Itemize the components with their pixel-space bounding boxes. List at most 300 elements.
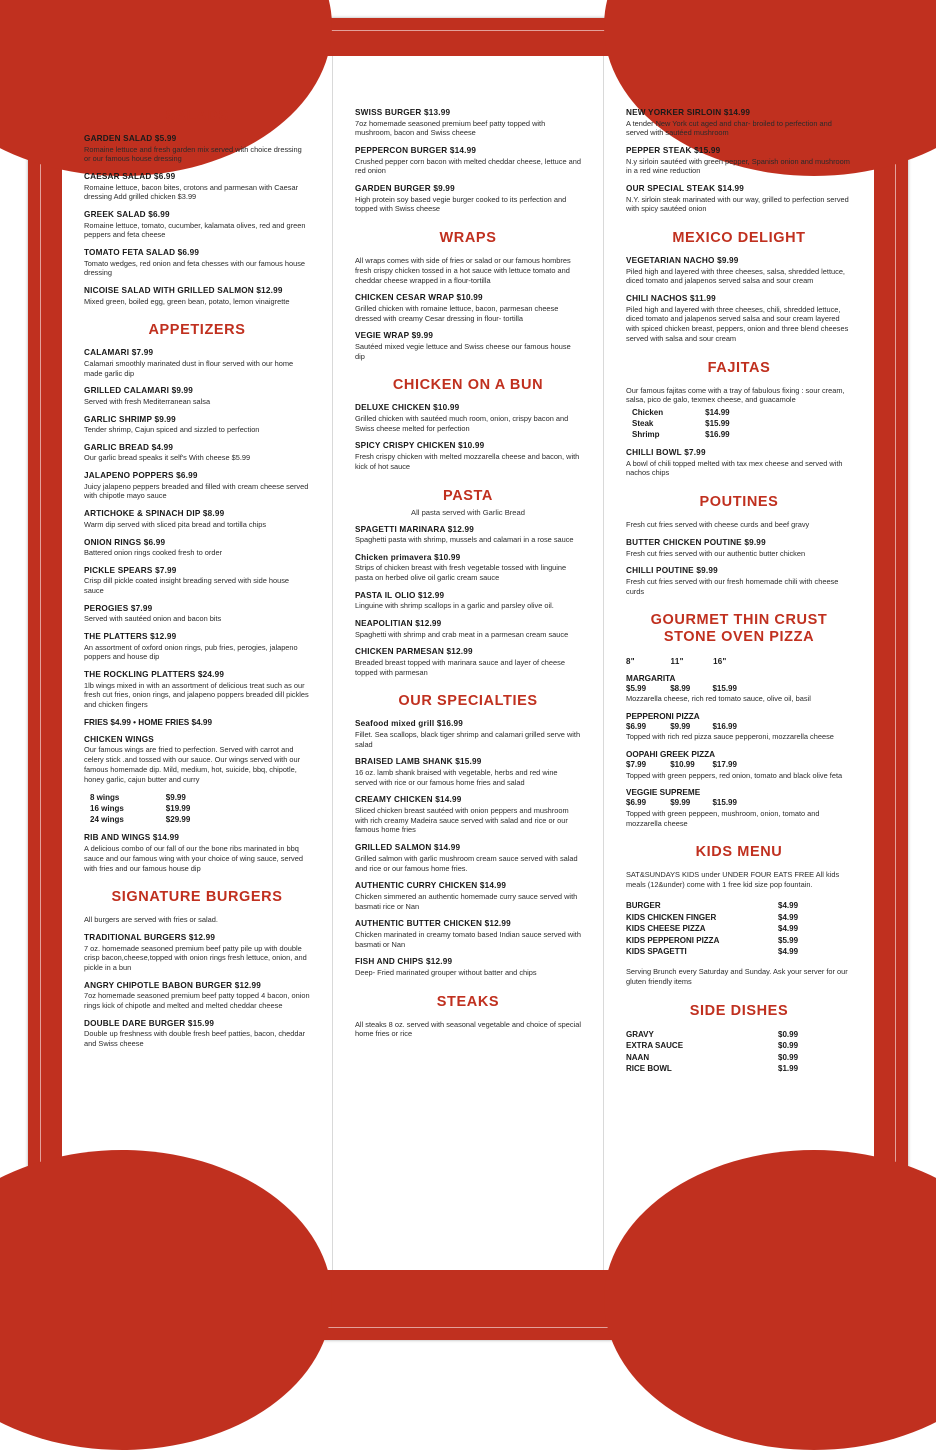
kids-item-price: $4.99 xyxy=(778,924,799,934)
item-price: $6.99 xyxy=(176,471,198,481)
table-row xyxy=(626,923,852,934)
brunch-note: Serving Brunch every Saturday and Sunday. Ask your server for our gluten friendly items xyxy=(626,967,848,986)
item-price: $11.99 xyxy=(690,294,716,304)
item-name: NICOISE SALAD WITH GRILLED SALMON xyxy=(84,286,254,296)
pizza-price-small: $6.99 xyxy=(626,721,647,731)
item-price: $16.99 xyxy=(436,719,464,729)
fajita-name: Steak xyxy=(632,419,654,429)
item-price: $9.99 xyxy=(154,414,176,424)
item-name: Seafood mixed grill xyxy=(355,719,435,729)
item-title xyxy=(84,566,310,575)
item-price: $6.99 xyxy=(177,248,200,258)
item-name: NEW YORKER SIRLOIN xyxy=(626,108,722,117)
kids-price-table xyxy=(626,900,852,957)
item-price: $12.99 xyxy=(150,632,177,642)
table-row xyxy=(626,1029,852,1040)
menu-item xyxy=(355,919,581,949)
side-item-price: $0.99 xyxy=(778,1030,799,1040)
item-name: FISH AND CHIPS xyxy=(355,957,424,967)
item-price: $9.99 xyxy=(433,184,455,194)
wing-size: 24 wings xyxy=(90,815,124,825)
item-description: Romaine lettuce, bacon bites, crotons and parmesan with Caesar dressing Add grilled chicken $3.99 xyxy=(84,182,299,202)
item-name: PEPPER STEAK xyxy=(626,146,692,156)
section-title-signature-burgers: SIGNATURE BURGERS xyxy=(111,889,283,906)
menu-item xyxy=(355,795,581,835)
item-description: 7 oz. homemade seasoned premium beef patty pile up with double crisp bacon,cheese,topped with onion rings fresh lettuce, onion, and pickle in a bun xyxy=(84,943,307,973)
item-name: THE ROCKLING PLATTERS xyxy=(84,670,196,680)
item-price: $6.99 xyxy=(148,210,170,220)
item-title xyxy=(355,795,581,804)
menu-item xyxy=(84,415,310,435)
item-description: Sliced chicken breast sautéed with onion peppers and mushroom with rich creamy Madeira sauce served with salad and rice or our famous home fries xyxy=(355,805,569,835)
item-description: Tender shrimp, Cajun spiced and sizzled to perfection xyxy=(84,425,260,435)
table-row xyxy=(90,803,190,814)
item-price: $13.99 xyxy=(424,108,451,117)
item-title xyxy=(355,441,581,450)
item-price: $15.99 xyxy=(187,1018,215,1028)
item-name: Chicken primavera xyxy=(355,552,432,562)
pizza-title-line-1: GOURMET THIN CRUST xyxy=(650,612,828,629)
pizza-price-medium: $8.99 xyxy=(670,683,691,693)
pizza-price-large: $15.99 xyxy=(712,798,737,808)
item-price: $9.99 xyxy=(411,331,434,341)
pizza-prices xyxy=(626,798,852,807)
item-name: OUR SPECIAL STEAK xyxy=(626,184,716,194)
item-description: 7oz homemade seasoned premium beef patty topped 4 bacon, onion rings kick of chipotle and melted and melted cheddar cheese xyxy=(84,991,310,1011)
fajita-name: Chicken xyxy=(632,408,664,418)
item-title xyxy=(626,108,852,117)
menu-item xyxy=(355,553,581,583)
table-row xyxy=(632,418,730,429)
wraps-note: All wraps comes with side of fries or salad or our famous hombres fresh crispy chicken tossed in a hot sauce with lettuce tomato and cheddar cheese wrapped in a flour-tortilla xyxy=(355,256,571,285)
kids-item-price: $4.99 xyxy=(778,912,799,922)
section-title-fajitas: FAJITAS xyxy=(707,359,771,376)
item-price: $7.99 xyxy=(684,448,706,458)
menu-item xyxy=(84,933,310,973)
item-description: Spaghetti pasta with shrimp, mussels and calamari in a rose sauce xyxy=(355,535,574,545)
fajitas-note: Our famous fajitas come with a tray of fabulous fixing : sour cream, salsa, pico de galo, texmex cheese, and guacamole xyxy=(626,385,845,405)
pizza-size-large: 16" xyxy=(713,656,727,666)
side-item-price: $1.99 xyxy=(778,1064,799,1074)
wing-price: $9.99 xyxy=(165,793,186,803)
item-name: TOMATO FETA SALAD xyxy=(84,248,176,258)
side-item-name: GRAVY xyxy=(626,1030,654,1040)
item-price: $4.99 xyxy=(151,442,174,452)
wings-price-table xyxy=(90,792,190,825)
pizza-item xyxy=(626,750,852,780)
menu-item xyxy=(355,108,581,138)
menu-item xyxy=(355,403,581,433)
item-price: $8.99 xyxy=(202,509,225,519)
menu-item xyxy=(84,509,310,529)
item-title xyxy=(626,538,852,547)
item-name: GRILLED SALMON xyxy=(355,843,432,853)
menu-item xyxy=(84,134,310,164)
menu-item xyxy=(355,184,581,214)
item-name: ARTICHOKE & SPINACH DIP xyxy=(84,509,201,519)
pasta-note: All pasta served with Garlic Bread xyxy=(411,507,525,517)
kids-item-price: $5.99 xyxy=(778,935,799,945)
menu-item xyxy=(355,591,581,611)
menu-item xyxy=(626,108,852,138)
item-title xyxy=(626,448,852,457)
menu-item xyxy=(84,443,310,463)
item-name: ANGRY CHIPOTLE BABON BURGER xyxy=(84,980,233,990)
item-name: BRAISED LAMB SHANK xyxy=(355,757,453,767)
section-title-salads: SALADS xyxy=(165,108,229,124)
pizza-price-medium: $9.99 xyxy=(670,798,691,808)
item-name: CHICKEN CESAR WRAP xyxy=(355,293,454,303)
item-price: $24.99 xyxy=(197,670,225,680)
fajita-price: $14.99 xyxy=(705,408,730,418)
menu-item xyxy=(626,256,852,286)
menu-item xyxy=(626,448,852,478)
side-item-price: $0.99 xyxy=(778,1041,799,1051)
item-price: $15.99 xyxy=(455,757,482,767)
chicken-wings-block xyxy=(84,735,310,785)
item-description: Crushed pepper corn bacon with melted cheddar cheese, lettuce and red onion xyxy=(355,156,581,176)
item-title xyxy=(355,293,581,302)
item-title xyxy=(626,256,852,265)
menu-item xyxy=(355,619,581,639)
menu-column-2 xyxy=(332,56,603,1270)
item-price: $14.99 xyxy=(449,146,477,156)
pizza-price-small: $6.99 xyxy=(626,798,647,808)
item-description: Juicy jalapeno peppers breaded and filled with cream cheese served with chipotle mayo sauce xyxy=(84,481,309,501)
item-title xyxy=(626,566,852,575)
item-description: Chicken marinated in creamy tomato based Indian sauce served with basmati or Nan xyxy=(355,929,581,949)
item-description: 1lb wings mixed in with an assortment of delicious treat such as our fresh cut fries, onion rings, and jalapeno poppers breaded dill pickles and chicken fingers xyxy=(84,680,309,710)
item-name: VEGETARIAN NACHO xyxy=(626,256,715,266)
wing-size: 8 wings xyxy=(90,793,120,803)
item-name: GREEK SALAD xyxy=(84,210,146,220)
item-price: $14.99 xyxy=(435,795,462,805)
kids-item-price: $4.99 xyxy=(778,946,799,956)
item-name: BUTTER CHICKEN POUTINE xyxy=(626,538,742,548)
item-price: $10.99 xyxy=(433,403,460,413)
item-title xyxy=(84,248,310,257)
pizza-description: Topped with green peppeen, mushroom, onion, tomato and mozzarella cheese xyxy=(626,808,820,828)
item-price: $10.99 xyxy=(434,552,461,562)
item-title xyxy=(355,647,581,656)
item-description: A tender New York cut aged and char- broiled to perfection and served with sautéed mushroom xyxy=(626,118,832,138)
table-row xyxy=(626,1052,852,1063)
item-name: THE PLATTERS xyxy=(84,632,148,642)
item-title xyxy=(355,184,581,193)
menu-item xyxy=(626,294,852,344)
item-name: GARLIC SHRIMP xyxy=(84,414,152,424)
item-description: Sautéed mixed vegie lettuce and Swiss cheese our famous house dip xyxy=(355,341,571,361)
item-price: $12.99 xyxy=(415,619,442,629)
pizza-price-small: $5.99 xyxy=(626,683,647,693)
wing-price: $29.99 xyxy=(165,815,191,825)
item-description: Strips of chicken breast with fresh vegetable tossed with linguine pasta on herbed olive oil garlic cream sauce xyxy=(355,563,567,583)
item-description: Crisp dill pickle coated insight breading served with side house sauce xyxy=(84,576,289,596)
item-price: $12.99 xyxy=(256,286,283,296)
menu-item xyxy=(84,670,310,710)
item-description: Fresh crispy chicken with melted mozzarella cheese and bacon, with kick of hot sauce xyxy=(355,451,580,471)
fajita-price: $16.99 xyxy=(705,430,730,440)
kids-item-name: KIDS CHEESE PIZZA xyxy=(626,924,706,934)
pizza-prices xyxy=(626,722,852,731)
item-description: Fillet. Sea scallops, black tiger shrimp and calamari grilled serve with salad xyxy=(355,729,581,749)
pizza-title-line-2: STONE OVEN PIZZA xyxy=(663,629,815,646)
section-title-kids-menu: KIDS MENU xyxy=(695,844,783,861)
item-title xyxy=(84,286,310,295)
pizza-size-small: 8" xyxy=(626,656,635,666)
item-description: N.y sirloin sautéed with green pepper, Spanish onion and mushroom in a red wine reduction xyxy=(626,156,850,176)
item-name: GRILLED CALAMARI xyxy=(84,386,170,396)
item-description: Calamari smoothly marinated dust in flour served with our home made garlic dip xyxy=(84,358,294,378)
item-description: Fresh cut fries served with our fresh homemade chili with cheese curds xyxy=(626,576,839,596)
item-name: CHILLI BOWL xyxy=(626,448,682,458)
item-price: $12.99 xyxy=(484,919,511,929)
item-name: AUTHENTIC CURRY CHICKEN xyxy=(355,881,478,891)
item-title xyxy=(626,294,852,303)
item-name: CREAMY CHICKEN xyxy=(355,795,433,805)
item-description: 7oz homemade seasoned premium beef patty topped with mushroom, bacon and Swiss cheese xyxy=(355,118,546,138)
wing-size: 16 wings xyxy=(90,804,124,814)
menu-item xyxy=(84,210,310,240)
section-title-our-specialties: OUR SPECIALTIES xyxy=(398,693,538,710)
side-item-name: RICE BOWL xyxy=(626,1064,672,1074)
menu-item xyxy=(626,566,852,596)
item-name: RIB AND WINGS xyxy=(84,833,151,843)
menu-item xyxy=(355,525,581,545)
menu-item xyxy=(626,538,852,558)
kids-item-name: KIDS SPAGETTI xyxy=(626,946,687,956)
fries-line: FRIES $4.99 • HOME FRIES $4.99 xyxy=(84,717,213,727)
item-price: $14.99 xyxy=(433,843,461,853)
kids-item-name: KIDS PEPPERONI PIZZA xyxy=(626,935,720,945)
item-price: $9.99 xyxy=(744,538,766,548)
fajita-price: $15.99 xyxy=(705,419,730,429)
menu-item xyxy=(626,146,852,176)
item-title xyxy=(84,538,310,547)
item-name: NEAPOLITIAN xyxy=(355,619,413,629)
kids-note: SAT&SUNDAYS KIDS under UNDER FOUR EATS FREE All kids meals (12&under) come with 1 free kid size pop fountain. xyxy=(626,870,840,890)
menu-item xyxy=(84,172,310,202)
menu-item xyxy=(355,441,581,471)
item-description: Linguine with shrimp scallops in a garlic and parsley olive oil. xyxy=(355,601,554,611)
menu-item xyxy=(84,632,310,662)
item-name: ONION RINGS xyxy=(84,537,142,547)
item-description: Chicken simmered an authentic homemade curry sauce served with basmati rice or Nan xyxy=(355,891,578,911)
menu-item xyxy=(84,604,310,624)
item-title xyxy=(355,331,581,340)
section-title-pasta: PASTA xyxy=(443,487,493,504)
item-name: PICKLE SPEARS xyxy=(84,565,153,575)
pizza-name: OOPAHI GREEK PIZZA xyxy=(626,750,716,760)
item-price: $12.99 xyxy=(425,957,453,967)
item-description: Spaghetti with shrimp and crab meat in a parmesan cream sauce xyxy=(355,629,569,639)
item-description: A delicious combo of our fall of our the bone ribs marinated in bbq sauce and our famous wing with your choice of wing sauce, served with fries and our famous house dip xyxy=(84,843,303,873)
item-description: An assortment of oxford onion rings, pub fries, perogies, jalapeno poppers and house dip xyxy=(84,642,298,662)
item-title xyxy=(355,957,581,966)
item-description: Our garlic bread speaks it self's With cheese $5.99 xyxy=(84,453,251,463)
item-price: $14.99 xyxy=(723,108,751,117)
item-description: Our famous wings are fried to perfection. Served with carrot and celery stick .and tossed with our sauce. Our wings served with our famous homemade dip. Mild, medium, hot, suicide, bbq, chipotle, honey garlic, cajun butter and curry xyxy=(84,745,301,784)
item-title xyxy=(355,843,581,852)
item-description: N.Y. sirloin steak marinated with our way, grilled to perfection served with spicy sautéed onion xyxy=(626,194,849,214)
menu-item xyxy=(626,184,852,214)
item-title xyxy=(84,172,310,181)
item-title xyxy=(355,719,581,728)
item-title xyxy=(84,632,310,641)
kids-item-price: $4.99 xyxy=(778,901,799,911)
item-price: $12.99 xyxy=(188,933,216,943)
item-title xyxy=(355,146,581,155)
pizza-size-medium: 11" xyxy=(670,656,684,666)
item-title xyxy=(626,184,852,193)
item-title xyxy=(84,509,310,518)
item-title xyxy=(355,525,581,534)
item-title xyxy=(84,933,310,942)
item-price: $12.99 xyxy=(234,980,261,990)
menu-item xyxy=(84,1019,310,1049)
item-description: 16 oz. lamb shank braised with vegetable, herbs and red wine served with rice or our famous home fries and salad xyxy=(355,767,558,787)
item-price: $12.99 xyxy=(446,647,473,657)
pizza-description: Topped with rich red pizza sauce pepperoni, mozzarella cheese xyxy=(626,732,834,742)
menu-columns xyxy=(62,56,874,1270)
item-price: $12.99 xyxy=(447,524,475,534)
table-row xyxy=(90,792,190,803)
item-price: $14.99 xyxy=(479,881,507,891)
pizza-price-large: $17.99 xyxy=(712,760,737,770)
side-item-name: NAAN xyxy=(626,1052,650,1062)
section-title-chicken-on-a-bun: CHICKEN ON A BUN xyxy=(392,377,544,394)
section-title-wraps: WRAPS xyxy=(439,230,497,247)
item-title xyxy=(626,146,852,155)
item-title xyxy=(84,134,310,143)
menu-item xyxy=(84,248,310,278)
section-title-side-dishes: SIDE DISHES xyxy=(689,1002,789,1019)
item-title xyxy=(84,833,310,842)
menu-item xyxy=(84,348,310,378)
item-title xyxy=(84,981,310,990)
section-title-appetizers: APPETIZERS xyxy=(148,322,246,339)
item-name: PEROGIES xyxy=(84,603,129,613)
item-name: CALAMARI xyxy=(84,348,130,358)
menu-item xyxy=(355,146,581,176)
pizza-item xyxy=(626,674,852,704)
item-price: $9.99 xyxy=(696,566,718,576)
item-price: $7.99 xyxy=(130,603,153,613)
item-price: $12.99 xyxy=(418,590,445,600)
item-description: Piled high and layered with three cheeses, salsa, shredded lettuce, diced tomato and jalapenos served salsa and sour cream xyxy=(626,266,845,286)
item-name: CHILI NACHOS xyxy=(626,294,688,304)
kids-item-name: BURGER xyxy=(626,901,661,911)
item-name: GARLIC BREAD xyxy=(84,442,150,452)
item-name: CAESAR SALAD xyxy=(84,172,152,182)
menu-item xyxy=(84,566,310,596)
pizza-prices xyxy=(626,684,852,693)
menu-item xyxy=(355,331,581,361)
item-description: Tomato wedges, red onion and feta chesses with our famous house dressing xyxy=(84,258,306,278)
section-title-mexico-delight: MEXICO DELIGHT xyxy=(672,230,806,247)
section-title-poutines: POUTINES xyxy=(699,494,779,511)
pizza-item xyxy=(626,788,852,828)
item-name: AUTHENTIC BUTTER CHICKEN xyxy=(355,919,483,929)
fajita-name: Shrimp xyxy=(632,430,660,440)
pizza-price-small: $7.99 xyxy=(626,760,647,770)
pizza-price-medium: $10.99 xyxy=(670,760,695,770)
pizza-prices xyxy=(626,760,852,769)
item-description: Piled high and layered with three cheeses, chili, shredded lettuce, diced tomato and jalapenos served salsa and sour cream layered with spiced chicken breast, peppers, onion and three blend cheeses served with salsa and sour cream xyxy=(626,304,849,343)
item-name: CHILLI POUTINE xyxy=(626,566,694,576)
menu-item xyxy=(84,286,310,306)
menu-item xyxy=(355,757,581,787)
item-description: Romaine lettuce, tomato, cucumber, kalamata olives, red and green peppers and feta cheese xyxy=(84,220,306,240)
menu-item xyxy=(355,719,581,749)
item-name: TRADITIONAL BURGERS xyxy=(84,933,187,943)
pizza-name: VEGGIE SUPREME xyxy=(626,788,701,798)
item-name: SPAGETTI MARINARA xyxy=(355,524,446,534)
pizza-size-header xyxy=(626,657,852,666)
item-title xyxy=(84,1019,310,1028)
burgers-note: All burgers are served with fries or salad. xyxy=(84,915,218,925)
item-title xyxy=(84,415,310,424)
menu-item xyxy=(84,833,310,873)
item-name: VEGIE WRAP xyxy=(355,331,410,341)
table-row xyxy=(632,429,730,440)
menu-column-3 xyxy=(603,56,874,1270)
item-price: $7.99 xyxy=(155,565,177,575)
table-row xyxy=(626,900,852,911)
item-title xyxy=(84,348,310,357)
item-description: Double up freshness with double fresh beef patties, bacon, cheddar and Swiss cheese xyxy=(84,1029,306,1049)
pizza-description: Mozzarella cheese, rich red tomato sauce, olive oil, basil xyxy=(626,694,811,704)
item-price: $6.99 xyxy=(143,537,166,547)
item-title xyxy=(355,919,581,928)
menu-item xyxy=(355,293,581,323)
item-description: Served with sautéed onion and bacon bits xyxy=(84,614,222,624)
table-row xyxy=(626,946,852,957)
steaks-note: All steaks 8 oz. served with seasonal vegetable and choice of special home fries or rice xyxy=(355,1019,581,1039)
item-description: Deep- Fried marinated grouper without batter and chips xyxy=(355,967,537,977)
pizza-name: PEPPERONI PIZZA xyxy=(626,711,700,721)
menu-item xyxy=(355,843,581,873)
table-row xyxy=(632,407,730,418)
item-title xyxy=(84,443,310,452)
item-title xyxy=(355,591,581,600)
item-name: GARDEN BURGER xyxy=(355,184,431,194)
pizza-price-large: $15.99 xyxy=(712,683,737,693)
item-price: $14.99 xyxy=(152,833,180,843)
table-row xyxy=(626,912,852,923)
item-description: A bowl of chili topped melted with tax mex cheese and served with nachos chips xyxy=(626,458,843,478)
item-price: $5.99 xyxy=(154,134,177,143)
item-name: GARDEN SALAD xyxy=(84,134,153,143)
pizza-price-large: $16.99 xyxy=(712,721,737,731)
menu-board xyxy=(28,18,908,1340)
menu-item xyxy=(84,386,310,406)
item-price: $10.99 xyxy=(458,441,485,451)
item-description: Mixed green, boiled egg, green bean, potato, lemon vinaigrette xyxy=(84,296,290,306)
table-row xyxy=(626,934,852,945)
poutines-note: Fresh cut fries served with cheese curds and beef gravy xyxy=(626,520,810,530)
pizza-price-medium: $9.99 xyxy=(670,721,691,731)
item-title xyxy=(84,471,310,480)
table-row xyxy=(626,1063,852,1074)
item-description: Grilled chicken with romaine lettuce, bacon, parmesan cheese dressed with creamy Cesar dressing in flour- tortilla xyxy=(355,303,559,323)
item-price: $7.99 xyxy=(131,348,154,358)
menu-item xyxy=(84,471,310,501)
item-name: PASTA IL OLIO xyxy=(355,590,416,600)
item-price: $10.99 xyxy=(456,293,483,303)
item-name: JALAPENO POPPERS xyxy=(84,471,174,481)
menu-item xyxy=(84,538,310,558)
